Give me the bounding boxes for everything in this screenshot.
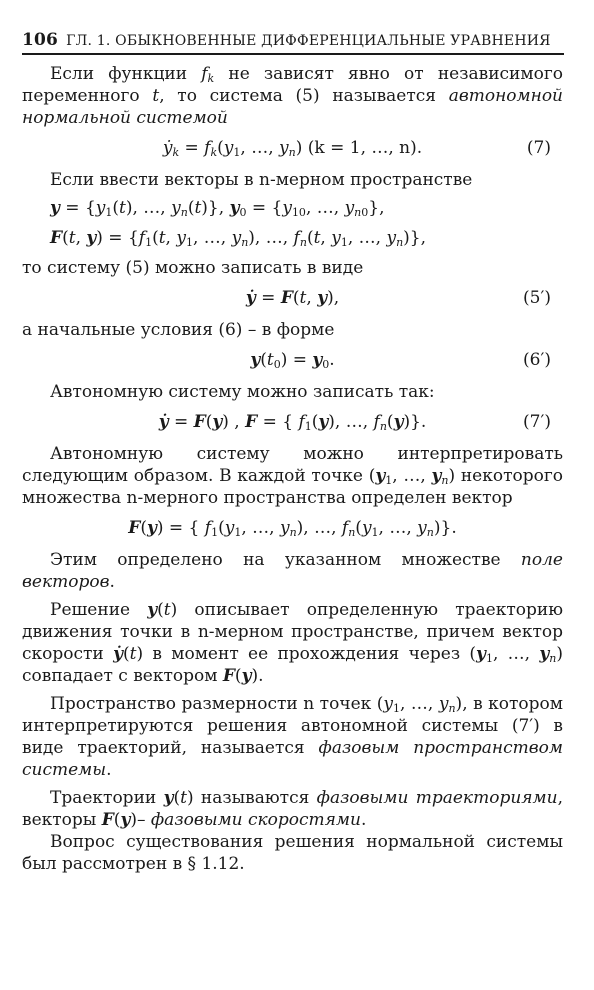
equation-F-of-y: F(y) = { $f_1(y_1$, …, $y_n$), …, $f_n(y_1$, …, $y_n$)}. bbox=[128, 518, 457, 539]
paragraph-initial-conditions: а начальные условия (6) – в форме bbox=[22, 320, 335, 340]
paragraph-existence-reference: Вопрос существования решения нормальной системы был рассмотрен в § 1.12. bbox=[22, 832, 563, 874]
header-rule bbox=[22, 53, 564, 55]
equation-5-prime: ẏ = F(t, y), (5′) bbox=[245, 288, 551, 308]
term-phase-trajectories: фазовыми траекториями bbox=[316, 788, 558, 808]
term-autonomous-system: автономной нормальной системой bbox=[22, 86, 563, 128]
term-phase-space: фазовым пространством системы bbox=[22, 738, 563, 780]
paragraph-autonomous-form: Автономную систему можно записать так: bbox=[50, 382, 435, 402]
equation-vectors-y: $y = \{y_1(t)$, …, $y_n(t)$}, $y_0 = \{y_{10}$, …, $y_{n0}$}, bbox=[50, 198, 385, 219]
equation-7-prime-number: (7′) bbox=[523, 412, 551, 432]
paragraph-phase-trajectories: Траектории y(t) называются фазовыми траекториями, векторы F(y)– фазовыми скоростями. bbox=[22, 788, 563, 830]
paragraph-interpretation: Автономную систему можно интерпретировать следующим образом. В каждой точке ($y_1$, …, $y_n$) некоторого множества n-мерного пространства определен вектор bbox=[22, 444, 563, 508]
paragraph-system-form: то систему (5) можно записать в виде bbox=[22, 258, 364, 278]
paragraph-phase-space: Пространство размерности n точек ($y_1$, …, $y_n$), в котором интерпретируются решения автономной системы (7′) в виде траекторий, называется фазовым пространством системы. bbox=[22, 694, 564, 780]
equation-vector-F: F(t, $y) = \{f_1(t$, $y_1$, …, $y_n$), …, $f_n(t$, $y_1$, …, $y_n$)}, bbox=[50, 228, 427, 249]
equation-7 bbox=[22, 137, 563, 161]
equation-7-prime: ẏ = F(y) , F = { $f_1(y)$, …, $f_n(y)$}. (7′) bbox=[158, 412, 551, 433]
page-body bbox=[22, 63, 563, 875]
equation-7-body: ẏ$_k$ = $f_k(y_1$, …, $y_n$) (k = 1, …, n). bbox=[162, 138, 423, 159]
paragraph-trajectory: Решение y(t) описывает определенную траекторию движения точки в n-мерном пространстве, причем вектор скорости ẏ(t) в момент ее прохождения через ($y_1$, …, $y_n$) совпадает с вектором F(y). bbox=[22, 600, 563, 686]
equation-7-number: (7) bbox=[526, 138, 551, 158]
running-title: ГЛ. 1. ОБЫКНОВЕННЫЕ ДИФФЕРЕНЦИАЛЬНЫЕ УРАВНЕНИЯ bbox=[66, 33, 551, 49]
paragraph-autonomous-definition: Если функции $f_k$ не зависят явно от независимого переменного t, то система (5) называется автономной нормальной системой bbox=[22, 64, 563, 128]
paragraph-vector-field: Этим определено на указанном множестве поле векторов. bbox=[22, 550, 563, 592]
term-phase-velocities: фазовыми скоростями bbox=[150, 810, 361, 830]
equation-6-prime-number: (6′) bbox=[523, 350, 551, 370]
equation-6-prime: $y(t_0) = y_0$. (6′) bbox=[250, 350, 551, 371]
page-header bbox=[22, 30, 562, 50]
term-vector-field: поле векторов bbox=[22, 550, 563, 592]
equation-5-prime-number: (5′) bbox=[523, 288, 551, 308]
paragraph-vectors-intro: Если ввести векторы в n-мерном пространстве bbox=[50, 170, 473, 190]
page-number: 106 bbox=[22, 30, 59, 50]
